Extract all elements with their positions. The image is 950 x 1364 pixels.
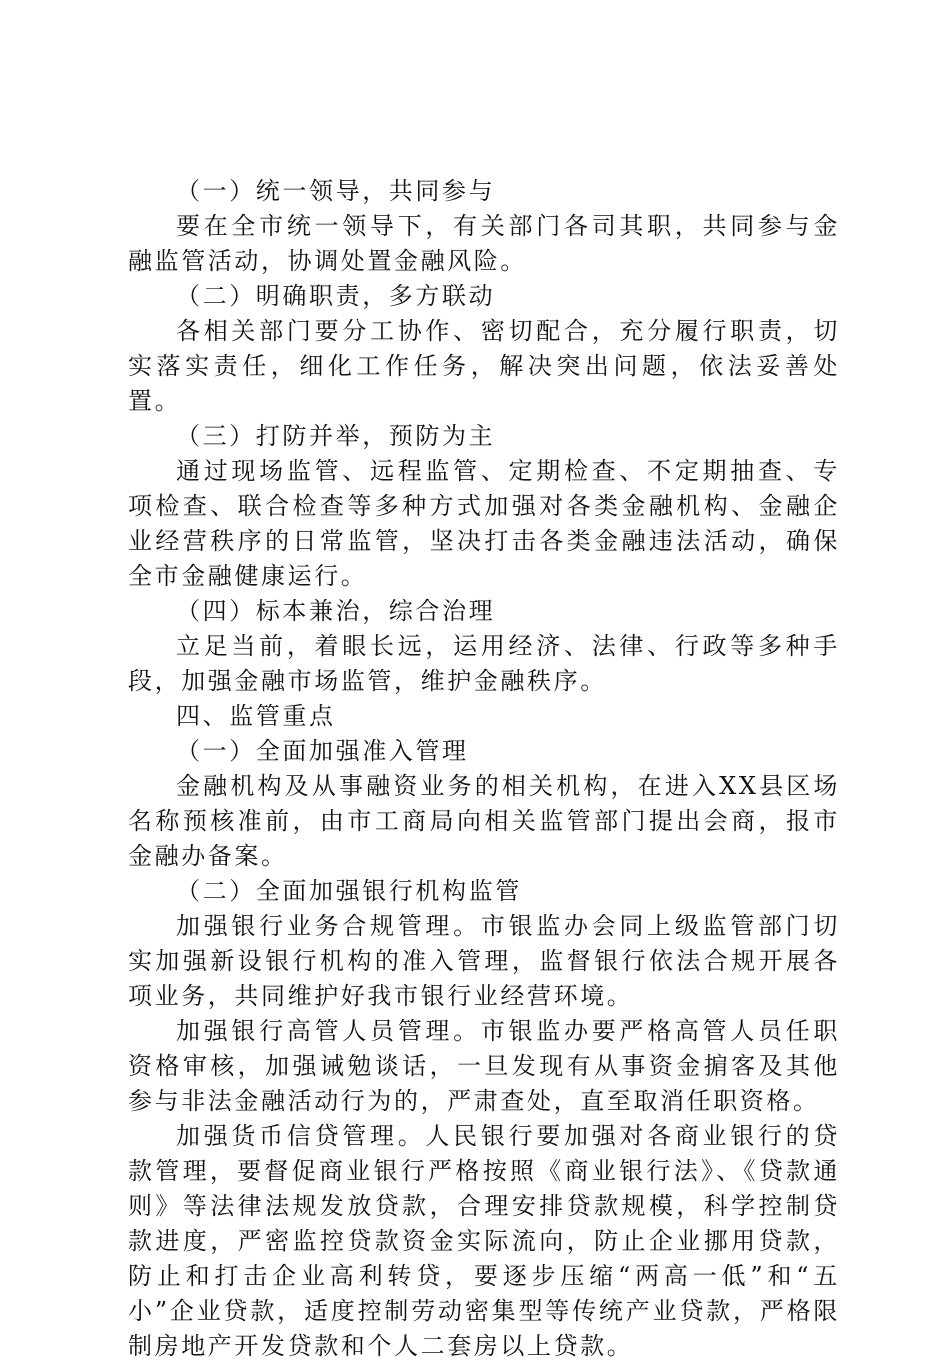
body-paragraph: 通过现场监管、远程监管、定期检查、不定期抽查、专项检查、联合检查等多种方式加强对各类金融机构、金融企业经营秩序的日常监管，坚决打击各类金融违法活动，确保全市金融健康运行。 (128, 457, 840, 590)
section-heading: （一）统一领导，共同参与 (176, 177, 496, 205)
body-paragraph: 立足当前，着眼长远，运用经济、法律、行政等多种手段，加强金融市场监管，维护金融秩序。 (128, 632, 840, 695)
document-body (128, 174, 840, 1364)
body-paragraph: 加强银行业务合规管理。市银监办会同上级监管部门切实加强新设银行机构的准入管理，监督银行依法合规开展各项业务，共同维护好我市银行业经营环境。 (128, 912, 840, 1010)
body-paragraph: 要在全市统一领导下，有关部门各司其职，共同参与金融监管活动，协调处置金融风险。 (128, 212, 840, 275)
body-paragraph: 金融机构及从事融资业务的相关机构，在进入XX县区场名称预核准前，由市工商局向相关监管部门提出会商，报市金融办备案。 (128, 772, 840, 870)
body-paragraph: 加强银行高管人员管理。市银监办要严格高管人员任职资格审核，加强诫勉谈话，一旦发现有从事资金掮客及其他参与非法金融活动行为的，严肃查处，直至取消任职资格。 (128, 1017, 840, 1115)
chapter-heading: 四、监管重点 (176, 702, 336, 730)
section-heading: （二）明确职责，多方联动 (176, 282, 496, 310)
body-paragraph: 加强货币信贷管理。人民银行要加强对各商业银行的贷款管理，要督促商业银行严格按照《商业银行法》、《贷款通则》等法律法规发放贷款，合理安排贷款规模，科学控制贷款进度，严密监控贷款资金实际流向，防止企业挪用贷款，防止和打击企业高利转贷，要逐步压缩“两高一低”和“五小”企业贷款，适度控制劳动密集型等传统产业贷款，严格限制房地产开发贷款和个人二套房以上贷款。 (128, 1122, 840, 1360)
section-heading: （二）全面加强银行机构监管 (176, 877, 522, 905)
section-heading: （四）标本兼治，综合治理 (176, 597, 496, 625)
section-heading: （一）全面加强准入管理 (176, 737, 469, 765)
body-paragraph: 各相关部门要分工协作、密切配合，充分履行职责，切实落实责任，细化工作任务，解决突出问题，依法妥善处置。 (128, 317, 840, 415)
section-heading: （三）打防并举，预防为主 (176, 422, 496, 450)
